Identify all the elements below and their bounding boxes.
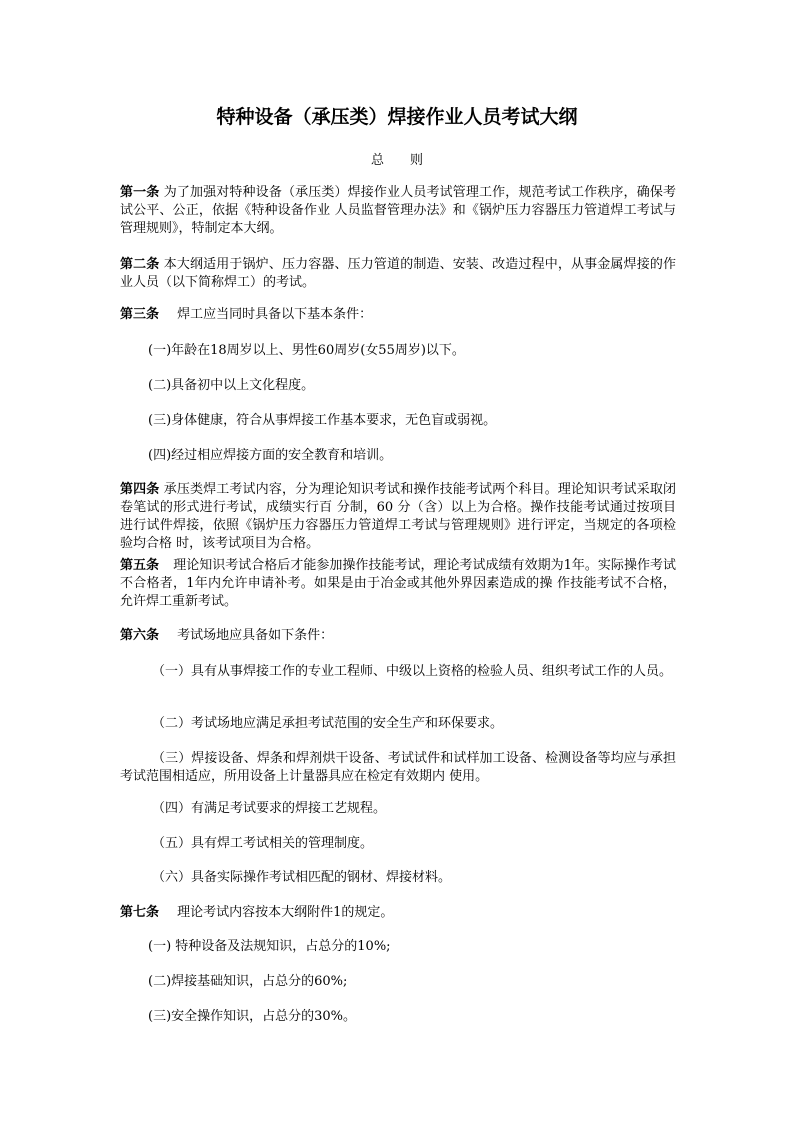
list-item: (三)安全操作知识，占总分的30%。 — [148, 1009, 357, 1024]
article-5 — [120, 557, 676, 611]
article-4 — [120, 481, 676, 553]
article-text: 焊工应当同时具备以下基本条件： — [177, 307, 373, 322]
article-label: 第三条 — [120, 307, 160, 322]
article-label: 第五条 — [120, 558, 160, 573]
article-text: 理论考试内容按本大纲附件1的规定。 — [177, 905, 394, 920]
article-label: 第七条 — [120, 905, 160, 920]
article-3 — [120, 306, 676, 324]
list-item: （五）具有焊工考试相关的管理制度。 — [152, 836, 374, 851]
document-title: 特种设备（承压类）焊接作业人员考试大纲 — [216, 106, 578, 128]
article-1 — [120, 184, 676, 238]
article-text: 承压类焊工考试内容，分为理论知识考试和操作技能考试两个科目。理论知识考试采取闭卷笔试的形式进行考试，成绩实行百 分制，60 分（含）以上为合格。操作技能考试通过按项目进行试件焊接，依照《锅炉压力容器压力管道焊工考试与管理规则》进行评定，当规定的各项检验均合格 时，该考试项目为合格。 — [120, 482, 676, 551]
list-item: （一）具有从事焊接工作的专业工程师、中级以上资格的检验人员、组织考试工作的人员。 — [152, 664, 673, 679]
article-label: 第一条 — [120, 185, 160, 200]
article-text: 本大纲适用于锅炉、压力容器、压力管道的制造、安装、改造过程中，从事金属焊接的作业人员（以下简称焊工）的考试。 — [120, 257, 676, 290]
list-item: (一)年龄在18周岁以上、男性60周岁(女55周岁)以下。 — [148, 343, 465, 358]
article-label: 第四条 — [120, 482, 160, 497]
article-7 — [120, 904, 676, 922]
list-item: (一) 特种设备及法规知识，占总分的10%; — [148, 939, 391, 954]
article-text: 考试场地应具备如下条件： — [177, 628, 334, 643]
article-text: 为了加强对特种设备（承压类）焊接作业人员考试管理工作，规范考试工作秩序，确保考试公平、公正，依据《特种设备作业 人员监督管理办法》和《锅炉压力容器压力管道焊工考试与管理规则》，特制定本大纲。 — [120, 185, 676, 236]
list-item: （三）焊接设备、焊条和焊剂烘干设备、考试试件和试样加工设备、检测设备等均应与承担考试范围相适应，所用设备上计量器具应在检定有效期内 使用。 — [120, 751, 676, 784]
article-text: 理论知识考试合格后才能参加操作技能考试，理论考试成绩有效期为1年。实际操作考试不合格者，1年内允许申请补考。如果是由于冶金或其他外界因素造成的操 作技能考试不合格，允许焊工重新考试。 — [120, 558, 676, 609]
list-item: （二）考试场地应满足承担考试范围的安全生产和环保要求。 — [152, 716, 504, 731]
list-item: (二)具备初中以上文化程度。 — [148, 378, 315, 393]
list-item: （六）具备实际操作考试相匹配的钢材、焊接材料。 — [152, 870, 452, 885]
list-item: (三)身体健康，符合从事焊接工作基本要求，无色盲或弱视。 — [148, 413, 497, 428]
list-item: （四）有满足考试要求的焊接工艺规程。 — [152, 801, 387, 816]
article-6 — [120, 627, 676, 645]
list-item: (二)焊接基础知识，占总分的60%; — [148, 974, 348, 989]
article-2 — [120, 256, 676, 292]
section-heading: 总 则 — [370, 153, 423, 168]
article-label: 第二条 — [120, 257, 160, 272]
article-label: 第六条 — [120, 628, 160, 643]
list-item: (四)经过相应焊接方面的安全教育和培训。 — [148, 448, 393, 463]
